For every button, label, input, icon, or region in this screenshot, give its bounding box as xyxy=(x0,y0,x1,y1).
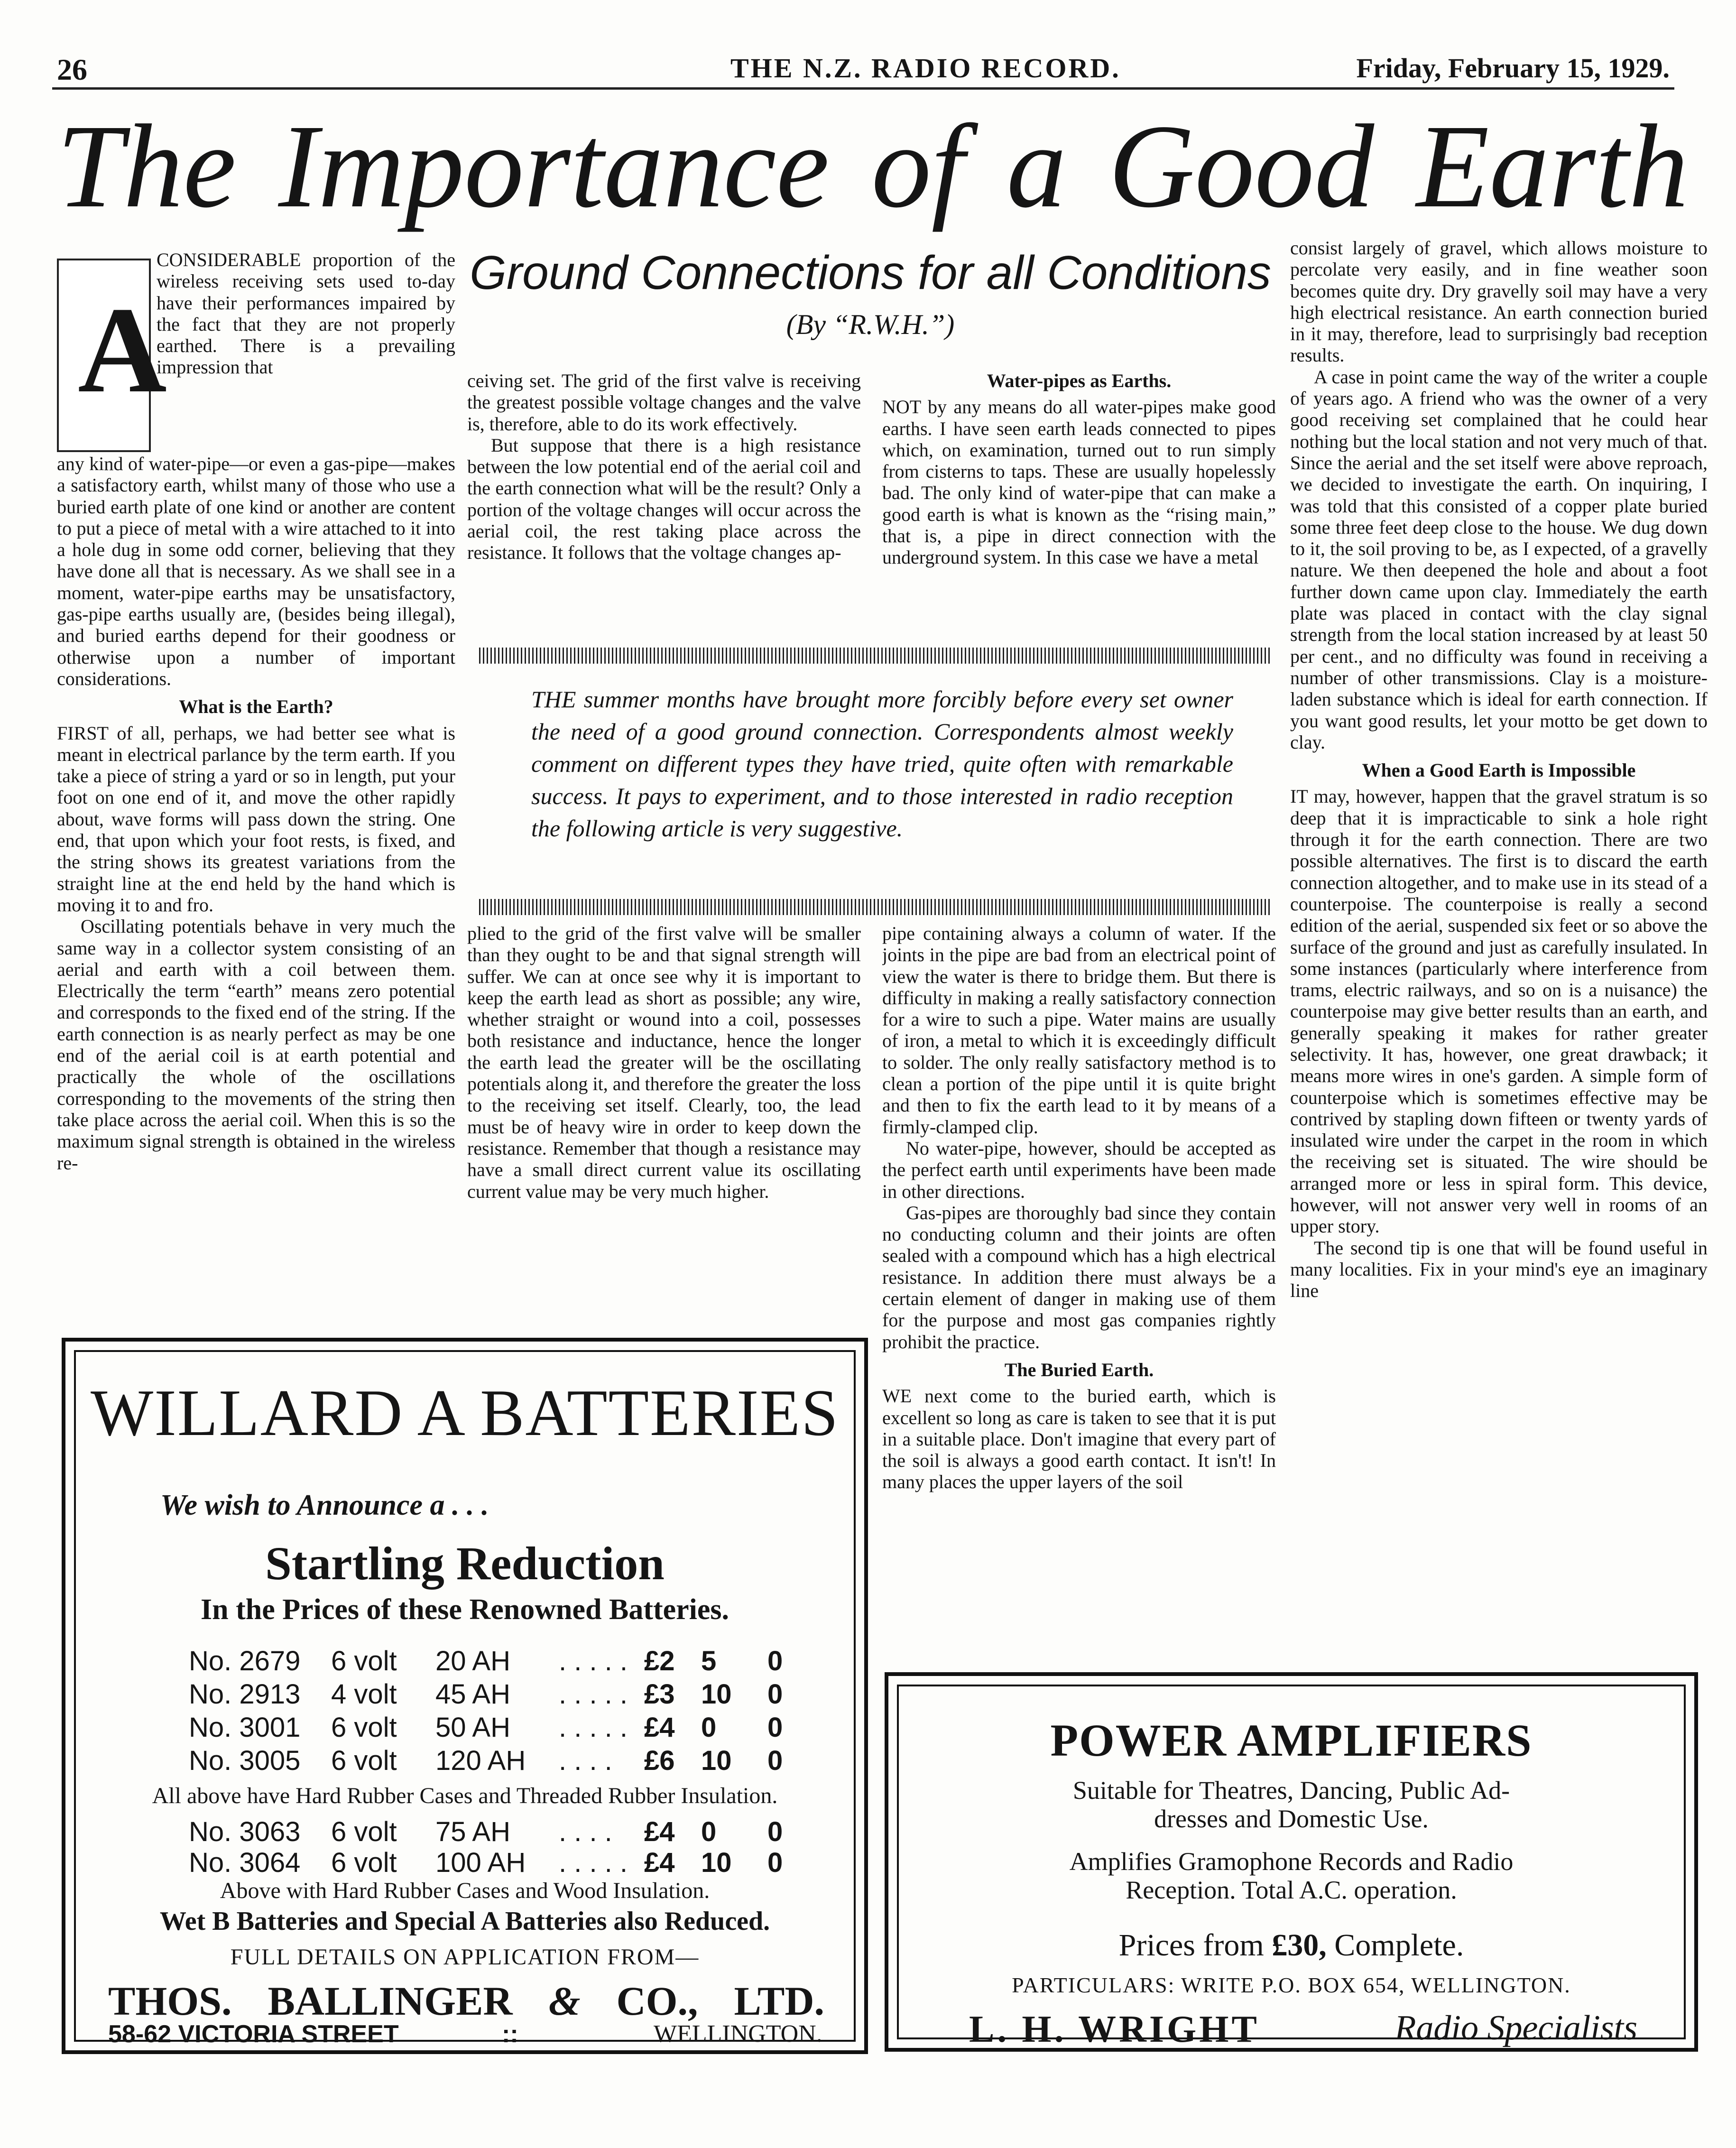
capacity: 75 AH xyxy=(435,1816,510,1847)
model-no: No. 3064 xyxy=(189,1847,301,1878)
capacity: 20 AH xyxy=(435,1646,510,1676)
pence: 0 xyxy=(767,1679,783,1710)
ad-line: dresses and Domestic Use. xyxy=(1154,1805,1429,1833)
title-word: Importance xyxy=(278,100,830,232)
leader-dots: . . . . . xyxy=(559,1646,628,1676)
ad-line: Reception. Total A.C. operation. xyxy=(1126,1876,1457,1904)
dropcap-letter: A xyxy=(78,282,167,418)
ad-full-details: FULL DETAILS ON APPLICATION FROM— xyxy=(230,1944,700,1970)
pounds: £4 xyxy=(644,1847,675,1878)
byline: (By “R.W.H.”) xyxy=(786,309,955,340)
header-rule xyxy=(52,87,1674,90)
paragraph: Gas-pipes are thoroughly bad since they contain no conducting column and their joints are often sealed with a compound which has a high electrical resistance. In addition there must always be a certain element of danger in making use of them for the purpose and most gas companies rightly prohibit the practice. xyxy=(882,1202,1276,1352)
paragraph: The second tip is one that will be found useful in many localities. Fix in your mind's eye an imaginary line xyxy=(1290,1237,1708,1302)
paragraph: No water-pipe, however, should be accepted as the perfect earth until experiments have been made in other directions. xyxy=(882,1137,1276,1202)
price-row xyxy=(189,1712,805,1745)
title-word: Good xyxy=(1108,100,1375,232)
voltage: 6 volt xyxy=(331,1816,397,1847)
column-1-intro xyxy=(157,249,455,453)
ad-line: Amplifies Gramophone Records and Radio xyxy=(1069,1847,1514,1876)
paragraph: consist largely of gravel, which allows moisture to percolate very easily, and in fine weather soon becomes quite dry. Dry gravelly soil may have a very high electrical resistance. An earth connection buried in it may, therefore, lead to surprisingly bad reception results. xyxy=(1290,237,1708,366)
leader-dots: . . . . . xyxy=(559,1712,628,1743)
issue-date: Friday, February 15, 1929. xyxy=(1356,53,1670,83)
paragraph: ceiving set. The grid of the first valve is receiving the greatest possible voltage changes and the valve is, therefore, able to do its work effectively. xyxy=(467,370,861,435)
ad-note: Above with Hard Rubber Cases and Wood Insulation. xyxy=(220,1878,710,1903)
ornamental-dropcap xyxy=(57,259,167,452)
ad-wet-b: Wet B Batteries and Special A Batteries also Reduced. xyxy=(159,1907,770,1936)
price-row xyxy=(189,1847,805,1880)
page-number: 26 xyxy=(57,53,87,86)
willard-advertisement xyxy=(62,1338,868,2054)
ad-particulars: PARTICULARS: WRITE P.O. BOX 654, WELLINGTON. xyxy=(1012,1973,1571,1997)
company-word: BALLINGER xyxy=(268,1978,513,2024)
paragraph: IT may, however, happen that the gravel stratum is so deep that it is impracticable to sink a hole right through it for the earth connection. There are two possible alternatives. The first is to discard the earth connection altogether, and to make use in its stead of a counterpoise. The counterpoise is really a second edition of the aerial, suspended six feet or so above the surface of the ground and just as carefully insulated. In some instances (particularly where interference from trams, electric railways, and so on is a nuisance) the counterpoise may give better results than an earth, and generally speaking it makes for rather greater selectivity. It has, however, one great drawback; it means more wires in one's garden. A simple form of counterpoise which is sometimes effective may be contrived by stapling down fifteen or twenty yards of insulated wire under the carpet in the room in which the receiving set is situated. The wire should be arranged more or less in spiral form. This device, however, will not answer very well in rooms of an upper story. xyxy=(1290,786,1708,1237)
section-heading: When a Good Earth is Impossible xyxy=(1362,759,1636,781)
paragraph: A case in point came the way of the writer a couple of years ago. A friend who was the owner of a very good receiving set complained that he could hear nothing but the local station and not very much of that. Since the aerial and the set itself were above reproach, we decided to investigate the earth. On inquiring, I was told that this consisted of a copper plate buried some three feet deep close to the house. We dug down to it, the soil proving to be, as I expected, of a gravelly nature. We then deepened the hole and about a foot further down came upon clay. Immediately the earth plate was placed in contact with the clay signal strength from the local station increased by at least 50 per cent., and no difficulty was found in receiving a number of other transmissions. Clay is a moisture-laden substance which is ideal for earth connection. If you want good results, let your motto be get down to clay. xyxy=(1290,366,1708,753)
shillings: 0 xyxy=(701,1816,717,1847)
company-word: CO., xyxy=(616,1978,698,2024)
article-title xyxy=(57,100,1689,232)
leader-dots: . . . . . xyxy=(559,1679,628,1710)
ad-line: Suitable for Theatres, Dancing, Public Ad- xyxy=(1072,1776,1510,1805)
paragraph: any kind of water-pipe—or even a gas-pipe—makes a satisfactory earth, whilst many of those who use a buried earth plate of one kind or another are content to put a piece of metal with a wire attached to it into a hole dug in some odd corner, believing that they have done all that is necessary. As we shall see in a moment, water-pipe earths may be unsatisfactory, gas-pipe earths usually are, (besides being illegal), and buried earths depend for their goodness or otherwise upon a number of important considerations. xyxy=(57,453,455,689)
pounds: £4 xyxy=(644,1816,675,1847)
company-word: LTD. xyxy=(734,1978,824,2024)
price-suffix: Complete. xyxy=(1334,1928,1464,1963)
pence: 0 xyxy=(767,1745,783,1776)
model-no: No. 2679 xyxy=(189,1646,301,1676)
pence: 0 xyxy=(767,1816,783,1847)
ad-price xyxy=(888,1927,1694,1963)
model-no: No. 3063 xyxy=(189,1816,301,1847)
paragraph: Oscillating potentials behave in very much the same way in a collector system consisting of an aerial and earth with a coil between them. Electrically the term “earth” means zero potential and corresponds to the fixed end of the string. If the earth connection is as nearly perfect as may be one end of the aerial coil is at earth potential and practically the whole of the oscillations corresponding to the movements of the string then take place across the aerial coil. When this is so the maximum signal strength is obtained in the wireless re- xyxy=(57,916,455,1174)
shillings: 5 xyxy=(701,1646,717,1676)
column-3-top xyxy=(882,370,1276,633)
pence: 0 xyxy=(767,1847,783,1878)
price-row xyxy=(189,1645,805,1678)
street: 58-62 VICTORIA STREET xyxy=(108,2020,399,2048)
price-amount: £30, xyxy=(1272,1928,1327,1963)
paragraph: pipe containing always a column of water. If the joints in the pipe are bad from an electrical point of view the water is there to bridge them. But there is difficulty in making a really satisfactory connection for a wire to such a pipe. Water mains are usually of iron, a metal to which it is exceedingly difficult to solder. The only really satisfactory method is to clean a portion of the pipe until it is quite bright and then to fix the earth lead to it by means of a firmly-clamped clip. xyxy=(882,923,1276,1138)
shillings: 10 xyxy=(701,1679,732,1710)
pounds: £2 xyxy=(644,1646,675,1676)
city: WELLINGTON. xyxy=(654,2020,822,2047)
pull-quote-text: THE summer months have brought more forcibly before every set owner the need of a good ground connection. Correspondents almost weekly comment on different types they have tried, quite often with remarkable success. It pays to experiment, and to those interested in radio reception the following article is very suggestive. xyxy=(531,686,1233,842)
column-4 xyxy=(1290,237,1708,1656)
title-word: The xyxy=(57,100,236,232)
column-3-bottom xyxy=(882,923,1276,1653)
power-amplifiers-advertisement xyxy=(885,1672,1698,2052)
leader-dots: . . . . . xyxy=(559,1847,628,1878)
paragraph: But suppose that there is a high resistance between the low potential end of the aerial coil and the earth connection what will be the result? Only a portion of the voltage changes will occur across the aerial coil, the rest taking place across the resistance. It follows that the voltage changes ap- xyxy=(467,434,861,564)
ad-specialists: Radio Specialists xyxy=(1394,2009,1637,2047)
voltage: 6 volt xyxy=(331,1712,397,1743)
shillings: 10 xyxy=(701,1847,732,1878)
title-word: Earth xyxy=(1416,100,1689,232)
voltage: 6 volt xyxy=(331,1745,397,1776)
model-no: No. 2913 xyxy=(189,1679,301,1710)
model-no: No. 3001 xyxy=(189,1712,301,1743)
column-1 xyxy=(57,453,455,1288)
decorative-rule xyxy=(479,648,1271,664)
ad-reduction: Startling Reduction xyxy=(265,1537,665,1590)
shillings: 10 xyxy=(701,1745,732,1776)
section-heading: What is the Earth? xyxy=(179,696,333,718)
section-heading: Water-pipes as Earths. xyxy=(987,370,1172,391)
ad-brand: WILLARD A BATTERIES xyxy=(91,1376,839,1450)
capacity: 50 AH xyxy=(435,1712,510,1743)
company-word: THOS. xyxy=(108,1978,232,2024)
model-no: No. 3005 xyxy=(189,1745,301,1776)
paragraph: plied to the grid of the first valve will be smaller than they ought to be and that signal strength will suffer. We can at once see why it is important to keep the earth lead as short as possible; any wire, whether straight or wound into a coil, possesses both resistance and inductance, hence the longer the earth lead the greater will be the oscillating potentials along it, and therefore the greater the loss to the receiving set itself. Clearly, too, the lead must be of heavy wire in order to keep down the resistance. Remember that though a resistance may have a small direct current value its oscillating current value may be very much higher. xyxy=(467,923,861,1202)
ad-headline: POWER AMPLIFIERS xyxy=(1050,1715,1533,1766)
paragraph: CONSIDERABLE proportion of the wireless receiving sets used to-day have their performances impaired by the fact that they are not properly earthed. There is a prevailing impression that xyxy=(157,249,455,378)
ad-note: All above have Hard Rubber Cases and Threaded Rubber Insulation. xyxy=(152,1783,778,1808)
paragraph: FIRST of all, perhaps, we had better see what is meant in electrical parlance by the term earth. If you take a piece of string a yard or so in length, put your foot on one end of it, and move the other rapidly about, wave forms will pass down the string. One end, that upon which your foot rests, is fixed, and the string shows its greatest variations from the straight line at the end held by the hand which is moving it to and fro. xyxy=(57,722,455,916)
article-subtitle: Ground Connections for all Conditions xyxy=(470,246,1271,299)
pence: 0 xyxy=(767,1646,783,1676)
leader-dots: . . . . xyxy=(559,1745,612,1776)
leader-dots: . . . . xyxy=(559,1816,612,1847)
voltage: 6 volt xyxy=(331,1646,397,1676)
separator: :: xyxy=(502,2020,518,2048)
price-row xyxy=(189,1745,805,1778)
price-row xyxy=(189,1816,805,1849)
price-row xyxy=(189,1678,805,1712)
capacity: 45 AH xyxy=(435,1679,510,1710)
pounds: £3 xyxy=(644,1679,675,1710)
shillings: 0 xyxy=(701,1712,717,1743)
pounds: £6 xyxy=(644,1745,675,1776)
paragraph: WE next come to the buried earth, which is excellent so long as care is taken to see that it is put in a suitable place. Don't imagine that every part of the soil is always a good earth contact. It isn't! In many places the upper layers of the soil xyxy=(882,1385,1276,1493)
pounds: £4 xyxy=(644,1712,675,1743)
ad-announce: We wish to Announce a . . . xyxy=(160,1489,489,1521)
price-prefix: Prices from xyxy=(1118,1928,1264,1963)
masthead: THE N.Z. RADIO RECORD. xyxy=(730,53,1121,83)
voltage: 4 volt xyxy=(331,1679,397,1710)
title-word: of xyxy=(871,100,965,232)
ad-company xyxy=(108,1977,824,2025)
voltage: 6 volt xyxy=(331,1847,397,1878)
ad-company-name: L. H. WRIGHT xyxy=(969,2009,1260,2050)
pull-quote xyxy=(531,683,1233,844)
pence: 0 xyxy=(767,1712,783,1743)
column-2-bottom xyxy=(467,923,861,1302)
page-header xyxy=(57,47,1670,90)
company-word: & xyxy=(548,1978,581,2024)
title-word: a xyxy=(1007,100,1067,232)
section-heading: The Buried Earth. xyxy=(1004,1359,1154,1380)
ad-prices-line: In the Prices of these Renowned Batteries. xyxy=(200,1593,729,1626)
capacity: 100 AH xyxy=(435,1847,526,1878)
capacity: 120 AH xyxy=(435,1745,526,1776)
decorative-rule xyxy=(479,899,1271,915)
column-2-top xyxy=(467,370,861,633)
paragraph: NOT by any means do all water-pipes make good earths. I have seen earth leads connected to pipes which, on examination, turned out to run simply from cisterns to taps. These are usually hopelessly bad. The only kind of water-pipe that can make a good earth is what is known as the “rising main,” that is, a pipe in direct connection with the underground system. In this case we have a metal xyxy=(882,396,1276,568)
